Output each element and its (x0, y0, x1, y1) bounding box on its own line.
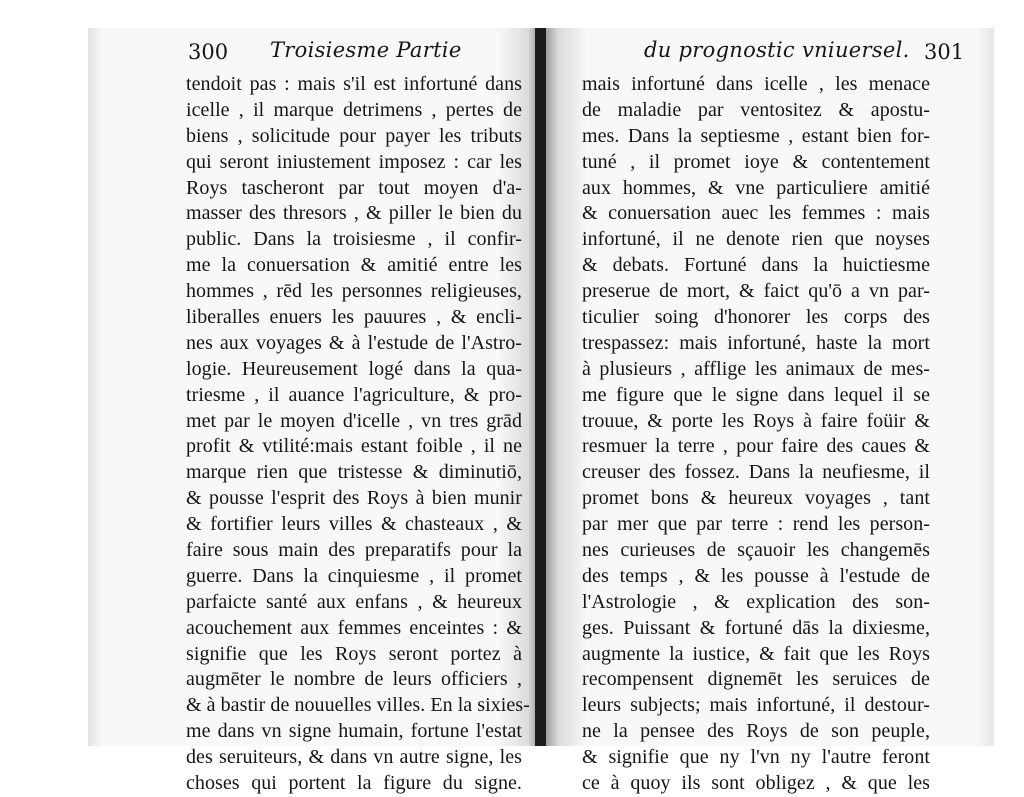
text-line: guerre. Dans la cinquiesme , il promet (186, 564, 522, 587)
open-book (88, 28, 994, 795)
text-line: me la conuersation & amitié entre les (186, 254, 522, 277)
text-line: choses qui portent la figure du signe. (186, 772, 522, 795)
text-line: Roys tascheront par tout moyen d'a- (186, 176, 522, 199)
text-line: creuser des fossez. Dans la neufiesme, il (582, 461, 930, 484)
left-page-body (186, 72, 530, 797)
text-line: & signifie que ny l'vn ny l'autre feront (582, 746, 930, 769)
text-line: promet bons & heureux voyages , tant (582, 487, 930, 510)
text-line: faire sous main des preparatifs pour la (186, 539, 522, 562)
text-line: masser des thresors , & piller le bien du (186, 202, 522, 225)
page-number-left: 300 (188, 40, 229, 64)
text-line: trespassez: mais infortuné, haste la mort (582, 331, 930, 354)
text-line: nes curieuses de sçauoir les changemēs (582, 539, 930, 562)
text-line: trouue, & porte les Roys à faire foüir & (582, 409, 930, 432)
text-line: aux hommes, & vne particuliere amitié (582, 176, 930, 199)
text-line: parfaicte santé aux enfans , & heureux (186, 590, 522, 613)
left-page (88, 28, 536, 795)
text-line: biens , solicitude pour payer les tributs (186, 124, 522, 147)
right-page (546, 28, 994, 795)
text-line: & debats. Fortuné dans la huictiesme (582, 254, 930, 277)
text-line: me dans vn signe humain, fortune l'estat (186, 720, 522, 743)
text-line: ce à quoy ils sont obligez , & que les (582, 772, 930, 795)
text-line: des seruiteurs, & dans vn autre signe, les (186, 746, 522, 769)
text-line: icelle , il marque detrimens , pertes de (186, 98, 522, 121)
text-line: & pousse l'esprit des Roys à bien munir (186, 487, 522, 510)
text-line: public. Dans la troisiesme , il confir- (186, 228, 522, 251)
text-line: recompensent dignemēt les seruices de (582, 668, 930, 691)
text-line: logie. Heureusement logé dans la qua- (186, 357, 522, 380)
text-line: ne la pensee des Roys de son peuple, (582, 720, 930, 743)
running-title-right: du prognostic vniuersel. (644, 38, 910, 62)
right-page-header (546, 40, 994, 70)
text-line: de maladie par ventositez & apostu- (582, 98, 930, 121)
text-line: triesme , il auance l'agriculture, & pro- (186, 383, 522, 406)
text-line: infortuné, il ne denote rien que noyses (582, 228, 930, 251)
text-line: augmente la iustice, & fait que les Roys (582, 642, 930, 665)
text-line: resmuer la terre , pour faire des caues & (582, 435, 930, 458)
text-line: des temps , & les pousse à l'estude de (582, 564, 930, 587)
text-line: ticulier soing d'honorer les corps des (582, 306, 930, 329)
text-line: acouchement aux femmes enceintes : & (186, 616, 522, 639)
text-line: ges. Puissant & fortuné dās la dixiesme, (582, 616, 930, 639)
text-line: à plusieurs , afflige les animaux de mes- (582, 357, 930, 380)
text-line: tendoit pas : mais s'il est infortuné dans (186, 73, 522, 95)
text-line: & conuersation auec les femmes : mais (582, 202, 930, 225)
text-line: hommes , rēd les personnes religieuses, (186, 280, 522, 303)
text-line: par mer que par terre : rend les person- (582, 513, 930, 536)
text-line: marque rien que tristesse & diminutiō, (186, 461, 522, 484)
text-line: leurs subjects; mais infortuné, il destour- (582, 694, 930, 717)
text-line: liberalles enuers les pauures , & encli- (186, 306, 522, 329)
text-line: tuné , il promet ioye & contentement (582, 150, 930, 173)
text-line: mais infortuné dans icelle , les menace (582, 73, 930, 95)
text-line: profit & vtilité:mais estant foible , il ne (186, 435, 522, 458)
text-line: met par le moyen d'icelle , vn tres grād (186, 409, 522, 432)
text-line: & à bastir de nouuelles villes. En la sixies- (186, 694, 530, 717)
text-line: qui seront iniustement imposez : car les (186, 150, 522, 173)
left-page-header (88, 40, 536, 70)
text-line: me figure que le signe dans lequel il se (582, 383, 930, 406)
text-line: preserue de mort, & faict qu'ō a vn par- (582, 280, 930, 303)
running-title-left: Troisiesme Partie (270, 38, 462, 62)
right-page-body (582, 72, 930, 797)
text-line: nes aux voyages & à l'estude de l'Astro- (186, 331, 522, 354)
text-line: mes. Dans la septiesme , estant bien for- (582, 124, 930, 147)
page-number-right: 301 (924, 40, 965, 64)
text-line: augmēter le nombre de leurs officiers , (186, 668, 522, 691)
text-line: signifie que les Roys seront portez à (186, 642, 522, 665)
text-line: l'Astrologie , & explication des son- (582, 590, 930, 613)
text-line: & fortifier leurs villes & chasteaux , & (186, 513, 522, 536)
